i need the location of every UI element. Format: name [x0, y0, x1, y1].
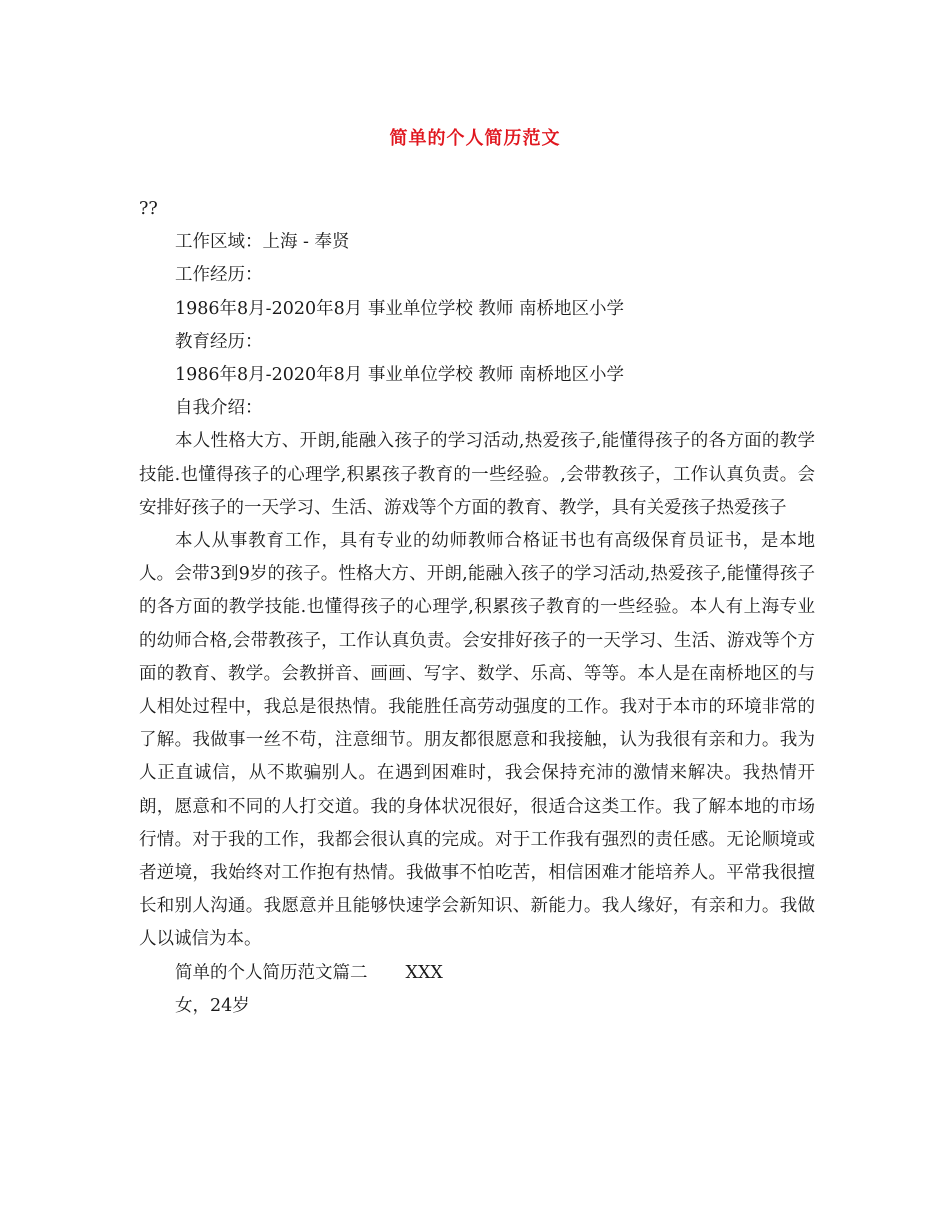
- self-intro-paragraph-1: 本人性格大方、开朗,能融入孩子的学习活动,热爱孩子,能懂得孩子的各方面的教学技能.也懂得孩子的心理学,积累孩子教育的一些经验。,会带教孩子，工作认真负责。会安排好孩子的一天学习、生活、游戏等个方面的教育、教学，具有关爱孩子热爱孩子: [139, 431, 815, 518]
- sample-two-name: XXX: [405, 962, 443, 983]
- self-intro-paragraph-2: 本人从事教育工作，具有专业的幼师教师合格证书也有高级保育员证书，是本地人。会带3到9岁的孩子。性格大方、开朗,能融入孩子的学习活动,热爱孩子,能懂得孩子的各方面的教学技能.也懂得孩子的心理学,积累孩子教育的一些经验。本人有上海专业的幼师合格,会带教孩子，工作认真负责。会安排好孩子的一天学习、生活、游戏等个方面的教育、教学。会教拼音、画画、写字、数学、乐高、等等。本人是在南桥地区的与人相处过程中，我总是很热情。我能胜任高劳动强度的工作。我对于本市的环境非常的了解。我做事一丝不苟，注意细节。朋友都很愿意和我接触，认为我很有亲和力。我为人正直诚信，从不欺骗别人。在遇到困难时，我会保持充沛的激情来解决。我热情开朗，愿意和不同的人打交道。我的身体状况很好，很适合这类工作。我了解本地的市场行情。对于我的工作，我都会很认真的完成。对于工作我有强烈的责任感。无论顺境或者逆境，我始终对工作抱有热情。我做事不怕吃苦，相信困难才能培养人。平常我很擅长和别人沟通。我愿意并且能够快速学会新知识、新能力。我人缘好，有亲和力。我做人以诚信为本。: [139, 531, 815, 950]
- sample-two-title: 简单的个人简历范文篇二: [175, 962, 368, 983]
- document-title: 简单的个人简历范文: [389, 128, 561, 149]
- sample-two-heading-line: [139, 957, 815, 990]
- education-entry: 1986年8月-2020年8月 事业单位学校 教师 南桥地区小学: [175, 365, 624, 386]
- self-intro-heading: 自我介绍：: [175, 398, 263, 419]
- work-experience-entry: 1986年8月-2020年8月 事业单位学校 教师 南桥地区小学: [175, 298, 624, 319]
- lead-marks: ??: [139, 199, 158, 219]
- document-body: [139, 193, 815, 1023]
- education-heading: 教育经历：: [175, 331, 263, 352]
- work-area-line: 工作区域：上海 - 奉贤: [175, 232, 350, 253]
- work-experience-heading: 工作经历：: [175, 265, 263, 286]
- sample-two-gender-age: 女，24岁: [175, 995, 250, 1016]
